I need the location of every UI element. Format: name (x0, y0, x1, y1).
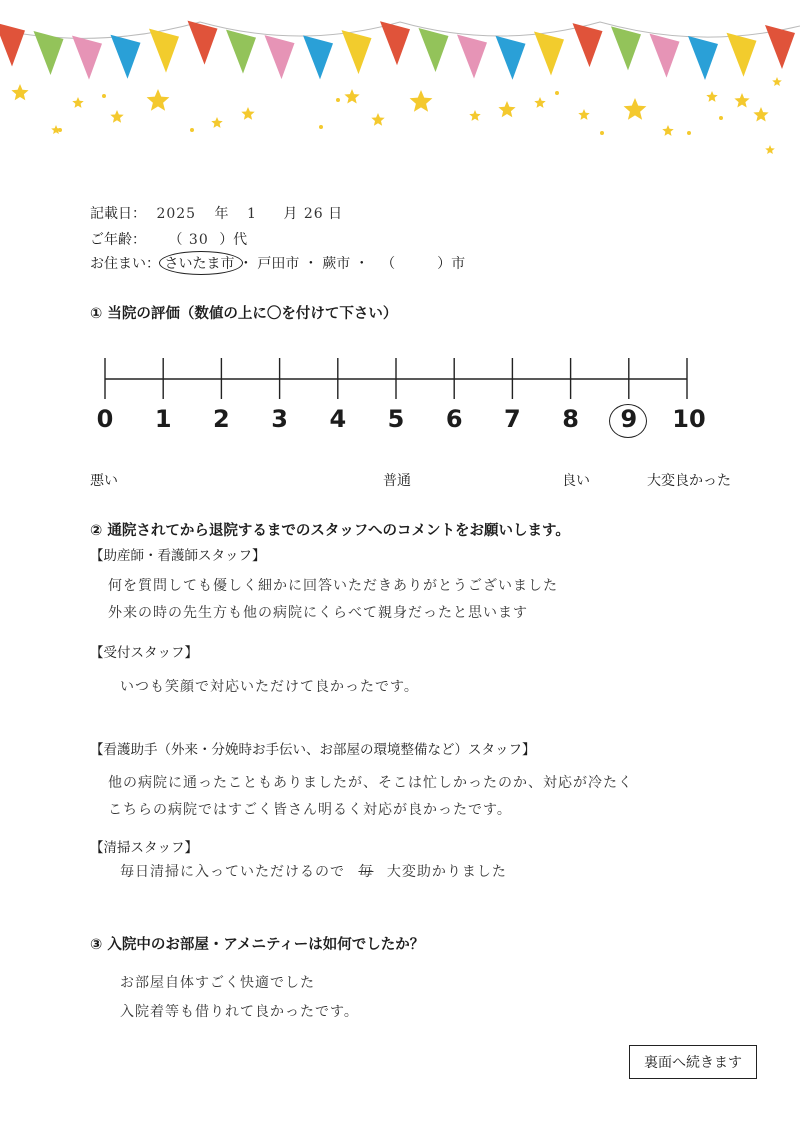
bunting-flag (265, 35, 295, 79)
bunting-flag (611, 26, 641, 70)
star-icon (734, 93, 749, 108)
date-year: 2025 (156, 206, 197, 222)
continue-on-back-box (629, 1045, 757, 1079)
star-icon (410, 90, 433, 112)
residence-sep: ・ (303, 256, 318, 272)
residence-option-warabi[interactable]: 蕨市 (322, 256, 351, 272)
rating-selected-circle (609, 404, 647, 438)
bunting-flag (111, 35, 141, 79)
bunting-flag (303, 35, 333, 79)
assistant-comment-line2: こちらの病院ではすごく皆さん明るく対応が良かったです。 (108, 802, 512, 818)
star-icon (72, 97, 83, 108)
section3-title: ③ 入院中のお部屋・アメニティーは如何でしたか？ (90, 937, 425, 953)
residence-selected-circle (159, 251, 243, 275)
midwife-label: 【助産師・看護師スタッフ】 (90, 548, 266, 564)
scale-word-normal: 普通 (383, 473, 411, 489)
scale-number-1[interactable]: 1 (154, 405, 172, 433)
scale-number-0[interactable]: 0 (96, 405, 114, 433)
residence-row (90, 253, 465, 273)
bunting-flag (765, 25, 795, 69)
date-month: 1 (247, 206, 257, 222)
star-icon (498, 101, 515, 117)
day-unit: 日 (328, 206, 343, 222)
bunting-flag (650, 34, 680, 78)
residence-option-toda[interactable]: 戸田市 (257, 256, 300, 272)
scale-number-8[interactable]: 8 (562, 405, 579, 433)
confetti-dot (190, 128, 194, 132)
cleaning-comment-text: 毎日清掃に入っていただけるので (120, 864, 345, 880)
confetti-dot (336, 98, 340, 102)
star-icon (147, 89, 170, 111)
month-unit: 月 (283, 206, 298, 222)
scale-number-5[interactable]: 5 (387, 405, 405, 433)
confetti-dot (319, 125, 323, 129)
star-icon (371, 113, 384, 126)
scale-number-7[interactable]: 7 (504, 405, 521, 433)
bunting-flag (496, 36, 526, 80)
bunting-flag (72, 36, 102, 80)
residence-sep: ・ (238, 256, 253, 272)
age-label: ご年齢： (90, 232, 146, 248)
section2-title: ② 通院されてから退院するまでのスタッフへのコメントをお願いします。 (90, 523, 570, 539)
confetti-dot (719, 116, 723, 120)
section1-title: ① 当院の評価（数値の上に〇を付けて下さい） (90, 306, 398, 322)
bunting-flag (727, 33, 757, 77)
continue-label: 裏面へ続きます (644, 1055, 742, 1071)
confetti-dot (555, 91, 559, 95)
star-icon (662, 125, 673, 136)
star-icon (772, 77, 782, 86)
age-value: 30 (188, 232, 209, 248)
star-icon (765, 145, 775, 154)
residence-option-saitama[interactable]: さいたま市 (164, 256, 235, 272)
scale-word-very-good: 大変良かった (647, 473, 731, 489)
bunting-flag (419, 28, 449, 72)
scale-number-6[interactable]: 6 (445, 405, 463, 433)
scale-number-2[interactable]: 2 (213, 405, 230, 433)
age-row (90, 229, 247, 249)
scale-number-3[interactable]: 3 (271, 405, 288, 433)
confetti-dot (102, 94, 106, 98)
bunting-flag (342, 30, 372, 74)
year-unit: 年 (214, 206, 229, 222)
star-icon (344, 89, 359, 104)
scale-word-good: 良い (562, 473, 590, 489)
reception-comment: いつも笑顔で対応いただけて良かったです。 (120, 679, 419, 695)
bunting-flag (188, 21, 218, 65)
star-icon (753, 107, 768, 122)
confetti-dot (600, 131, 604, 135)
room-comment-line2: 入院着等も借りれて良かったです。 (120, 1004, 359, 1020)
assistant-comment-line1: 他の病院に通ったこともありましたが、そこは忙しかったのか、対応が冷たく (108, 775, 633, 791)
age-close: ）代 (219, 232, 248, 248)
bunting-flag (380, 21, 410, 65)
cleaning-label: 【清掃スタッフ】 (90, 840, 198, 856)
cleaning-comment (120, 861, 507, 881)
star-icon (624, 98, 647, 120)
age-open: （ (168, 232, 183, 248)
star-icon (706, 91, 717, 102)
cleaning-struck-text: 毎 (358, 864, 374, 880)
residence-label: お住まい： (90, 256, 160, 272)
star-icon (11, 84, 28, 100)
star-icon (578, 109, 589, 120)
scale-word-bad: 悪い (90, 473, 118, 489)
date-day: 26 (303, 206, 324, 222)
bunting-flag (457, 34, 487, 78)
reception-label: 【受付スタッフ】 (90, 645, 198, 661)
star-icon (241, 107, 254, 120)
bunting-flag (573, 23, 603, 67)
star-icon (534, 97, 545, 108)
bunting-flag (0, 23, 25, 67)
bunting-flag (688, 36, 718, 80)
bunting-flag (226, 30, 256, 74)
date-row (90, 203, 342, 223)
bunting-decoration (0, 0, 800, 160)
residence-other[interactable]: （ ）市 (381, 256, 466, 272)
star-icon (211, 117, 222, 128)
star-icon (110, 110, 123, 123)
rating-scale-line (90, 350, 710, 400)
assistant-label: 【看護助手（外来・分娩時お手伝い、お部屋の環境整備など）スタッフ】 (90, 742, 536, 758)
date-label: 記載日： (90, 206, 146, 222)
midwife-comment-line2: 外来の時の先生方も他の病院にくらべて親身だったと思います (108, 605, 528, 621)
residence-sep: ・ (354, 256, 369, 272)
bunting-flag (149, 29, 179, 73)
confetti-dot (58, 128, 62, 132)
midwife-comment-line1: 何を質問しても優しく細かに回答いただきありがとうございました (108, 578, 558, 594)
cleaning-comment-end: 大変助かりました (386, 864, 507, 880)
room-comment-line1: お部屋自体すごく快適でした (120, 975, 315, 991)
scale-number-4[interactable]: 4 (329, 405, 347, 433)
confetti-dot (687, 131, 691, 135)
star-icon (469, 110, 480, 121)
scale-number-9[interactable]: 9 (620, 405, 638, 433)
scale-number-10[interactable]: 10 (672, 405, 706, 433)
bunting-flag (534, 31, 564, 75)
